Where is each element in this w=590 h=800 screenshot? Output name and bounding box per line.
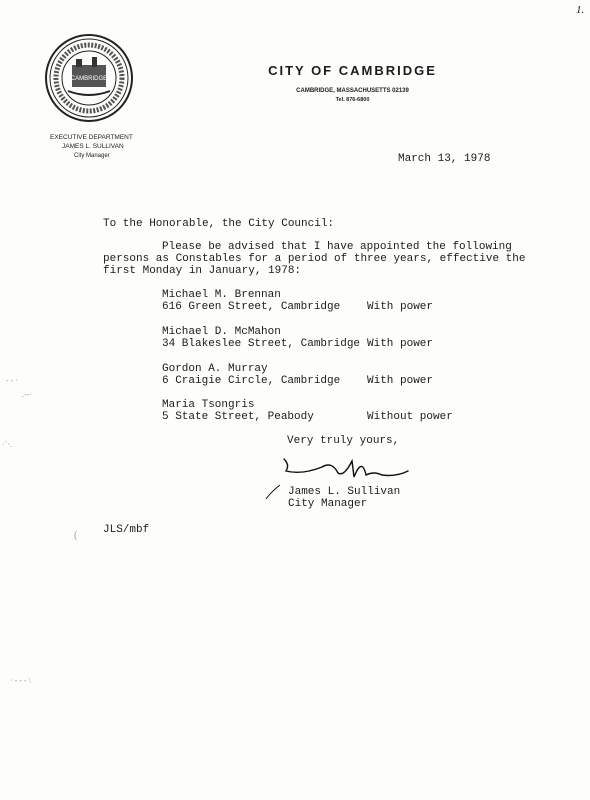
appointee-address: 5 State Street, Peabody <box>162 411 314 423</box>
body-line: first Monday in January, 1978: <box>103 265 302 277</box>
scan-mark: ·`·. <box>2 440 12 449</box>
department-manager-name: JAMES L. SULLIVAN <box>62 143 124 150</box>
city-seal-icon <box>44 33 134 123</box>
scan-mark: - - · <box>6 376 18 385</box>
letterhead-title: CITY OF CAMBRIDGE <box>268 63 437 78</box>
appointee-address: 34 Blakeslee Street, Cambridge <box>162 338 361 350</box>
appointee-name: Maria Tsongris <box>162 399 255 411</box>
department-line: EXECUTIVE DEPARTMENT <box>50 134 133 141</box>
scan-mark: ( <box>74 530 78 541</box>
appointee-power: With power <box>367 338 434 350</box>
salutation: To the Honorable, the City Council: <box>103 218 335 230</box>
appointee-name: Gordon A. Murray <box>162 363 268 375</box>
appointee-power: With power <box>367 301 434 313</box>
seal-text: CAMBRIDGE <box>70 76 108 82</box>
letter-date: March 13, 1978 <box>398 153 491 165</box>
signer-name: James L. Sullivan <box>288 486 401 498</box>
body-line: Please be advised that I have appointed the following <box>162 241 512 253</box>
appointee-address: 616 Green Street, Cambridge <box>162 301 341 313</box>
appointee-power: Without power <box>367 411 453 423</box>
department-manager-title: City Manager <box>74 153 110 159</box>
letterhead-address: CAMBRIDGE, MASSACHUSETTS 02139 <box>296 88 409 94</box>
reference-initials: JLS/mbf <box>103 524 150 536</box>
corner-mark: 1. <box>576 4 585 16</box>
appointee-name: Michael D. McMahon <box>162 326 281 338</box>
appointee-address: 6 Craigie Circle, Cambridge <box>162 375 341 387</box>
body-line: persons as Constables for a period of three years, effective the <box>103 253 526 265</box>
letterhead-telephone: Tel. 876-6800 <box>335 97 370 103</box>
closing: Very truly yours, <box>287 435 400 447</box>
scan-mark: .--· <box>22 390 32 399</box>
appointee-power: With power <box>367 375 434 387</box>
appointee-name: Michael M. Brennan <box>162 289 281 301</box>
signer-title: City Manager <box>288 498 368 510</box>
scan-mark: · - - - \ <box>10 676 31 685</box>
